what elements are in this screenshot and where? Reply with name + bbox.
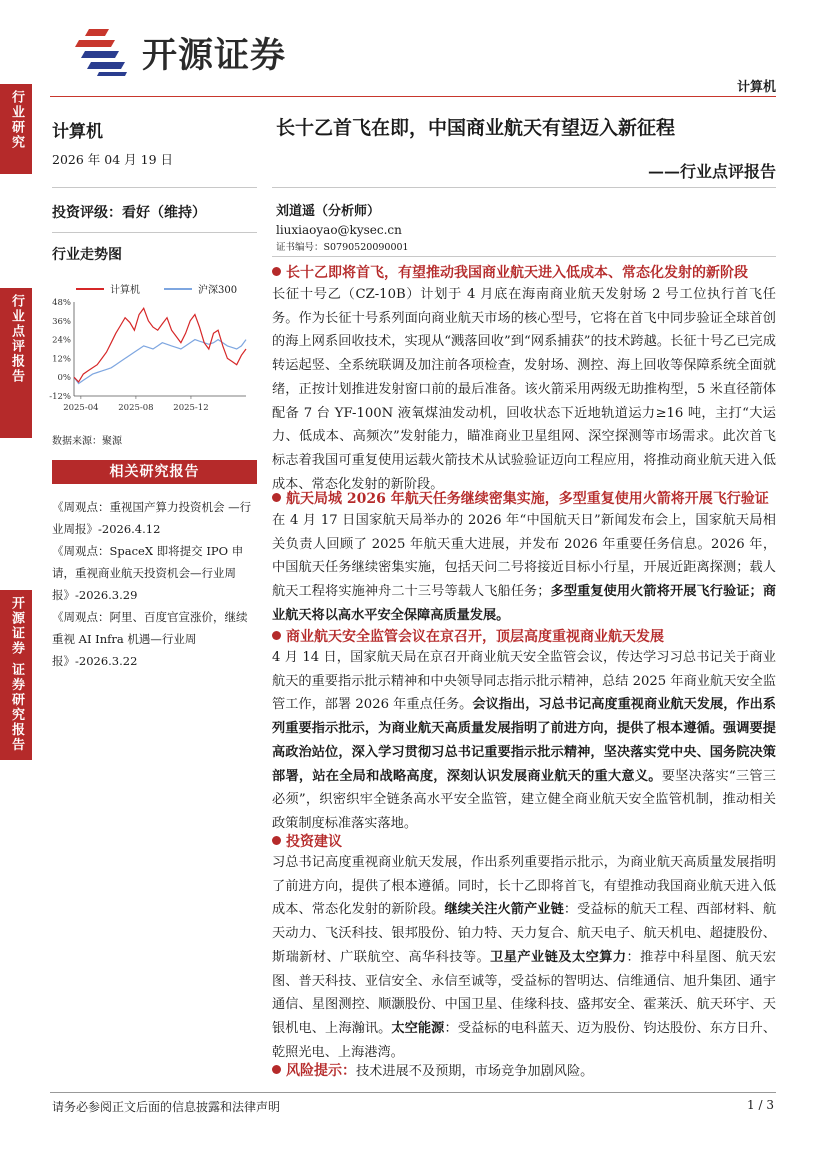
bullet-icon [272,836,281,845]
chart-source: 数据来源：聚源 [52,436,122,447]
section-heading-1: 长十乙即将首飞，有望推动我国商业航天进入低成本、常态化发射的新阶段 [272,262,748,282]
y-tick-label: 0% [57,373,71,384]
trend-title: 行业走势图 [52,247,122,263]
x-tick-label: 2025-04 [63,403,99,413]
kysec-logo-mark [75,25,131,77]
analyst-cert: 证书编号：S0790520090001 [276,242,409,253]
y-tick-label: 24% [52,335,71,346]
y-tick-label: 48% [52,298,71,308]
legend-label-computer: 计算机 [110,285,140,296]
y-tick-label: 36% [52,316,71,327]
related-report-item[interactable]: 《周观点：阿里、百度官宣涨价，继续重视 AI Infra 机遇—行业周报》-2026.3.22 [52,610,248,668]
risk-text: 技术进展不及预期，市场竞争加剧风险。 [356,1064,594,1079]
related-reports-heading: 相关研究报告 [52,460,257,484]
section-heading-3: 商业航天安全监管会议在京召开，顶层高度重视商业航天发展 [272,626,664,646]
side-tab-industry-research: 行业研究 [0,84,32,174]
bullet-icon [272,631,281,640]
left-divider [52,187,257,188]
related-report-item[interactable]: 《周观点：SpaceX 即将提交 IPO 申请，重视商业航天投资机会—行业周报》-2026.3.29 [52,544,244,602]
x-tick-label: 2025-08 [118,403,154,413]
side-tab-kysec-research: 开源证券 证券研究报告 [0,590,32,760]
right-divider [272,256,776,257]
left-sector: 计算机 [52,122,103,142]
analyst-name: 刘道遥（分析师） [276,204,381,219]
related-reports-list [52,496,257,672]
side-tab-report-type: 行业点评报告 [0,288,32,438]
left-divider [52,232,257,233]
page-number: 1 / 3 [747,1098,774,1112]
y-tick-label: 12% [52,354,71,365]
bullet-icon [272,1065,281,1074]
x-tick-label: 2025-12 [173,403,209,413]
related-report-item[interactable]: 《周观点：重视国产算力投资机会 —行业周报》-2026.4.12 [52,500,252,536]
report-title: 长十乙首飞在即，中国商业航天有望迈入新征程 [276,117,676,139]
right-divider [272,187,776,188]
y-tick-label: -12% [49,392,71,402]
section-heading-2: 航天局城 2026 年航天任务继续密集实施，多型重复使用火箭将开展飞行验证 [272,488,769,508]
header-divider [50,96,776,97]
kysec-logo-text: 开源证券 [142,36,287,76]
report-date: 2026 年 04 月 19 日 [52,152,173,167]
header-sector-tag: 计算机 [736,80,776,95]
footer-disclaimer: 请务必参阅正文后面的信息披露和法律声明 [52,1100,281,1114]
analyst-email[interactable]: liuxiaoyao@kysec.cn [276,223,402,237]
section-heading-4: 投资建议 [272,831,342,851]
legend-label-hs300: 沪深300 [198,285,238,296]
bullet-icon [272,493,281,502]
risk-section: 风险提示：技术进展不及预期，市场竞争加剧风险。 [272,1060,593,1080]
section-body-2: 在 4 月 17 日国家航天局举办的 2026 年“中国航天日”新闻发布会上，国家航天局相关负责人回顾了 2025 年航天重大进展，并发布 2026 年重要任务信息。2026 年，中国航天任务继续密集实施，包括天问二号将接近目标小行星，开展近距离探测；载人航天工程将实施神舟二十三号等载人飞船任务；多型重复使用火箭将开展飞行验证；商业航天将以高水平安全保障高质量发展。 [272,513,777,623]
investment-rating: 投资评级：看好（维持） [52,205,206,221]
footer-divider [50,1092,776,1093]
industry-trend-chart [44,290,258,420]
report-subtitle: ——行业点评报告 [647,162,776,181]
section-body-1: 长征十号乙（CZ-10B）计划于 4 月底在海南商业航天发射场 2 号工位执行首飞任务。作为长征十号系列面向商业航天市场的核心型号，它将在首飞中同步验证全球首创的海上网系回收技术，实现从“溅落回收”到“网系捕获”的技术跨越。长征十号乙已完成转运起竖、全系统联调及加注前各项检查，发射场、测控、海上回收等保障系统全面就绪，正按计划推进发射窗口前的最后准备。该火箭采用两级无助推构型，5 米直径箭体配备 7 台 YF-100N 液氧煤油发动机，回收状态下近地轨道运力≥16 吨，主打“大运力、低成本、高频次”发射能力，瞄准商业卫星组网、深空探测等市场需求。此次首飞标志着我国可重复使用运载火箭技术从试验验证迈向工程应用，将推动商业航天进入低成本、常态化发射的新阶段。 [272,287,776,492]
bullet-icon [272,267,281,276]
section-body-3: 4 月 14 日，国家航天局在京召开商业航天安全监管会议，传达学习习总书记关于商业航天的重要指示批示精神和中央领导同志指示批示精神，总结 2025 年商业航天安全监管工作，部署 2026 年重点任务。会议指出，习总书记高度重视商业航天发展，作出系列重要指示批示，为商业航天高质量发展指明了前进方向，提供了根本遵循。强调要提高政治站位，深入学习贯彻习总书记重要指示批示精神，坚决落实党中央、国务院决策部署，站在全局和战略高度，深刻认识发展商业航天的重大意义。要坚决落实“三管三必须”，织密织牢全链条高水平安全监管，建立健全商业航天安全监管机制，推动相关政策制度标准落实落地。 [272,650,776,831]
section-body-4: 习总书记高度重视商业航天发展，作出系列重要指示批示，为商业航天高质量发展指明了前进方向，提供了根本遵循。同时，长十乙即将首飞，有望推动我国商业航天进入低成本、常态化发射的新阶段。继续关注火箭产业链：受益标的航天工程、西部材料、航天动力、飞沃科技、银邦股份、铂力特、天力复合、航天电子、航天机电、超捷股份、斯瑞新材、广联航空、高华科技等。卫星产业链及太空算力：推荐中科星图、航天宏图、普天科技、亚信安全、永信至诚等，受益标的智明达、信维通信、旭升集团、通宇通信、星图测控、顺灏股份、中国卫星、佳缘科技、盛邦安全、霍莱沃、航天环宇、天银机电、上海瀚讯。太空能源：受益标的电科蓝天、迈为股份、钧达股份、东方日升、乾照光电、上海港湾。 [272,855,777,1060]
series-line-computer [74,308,246,382]
